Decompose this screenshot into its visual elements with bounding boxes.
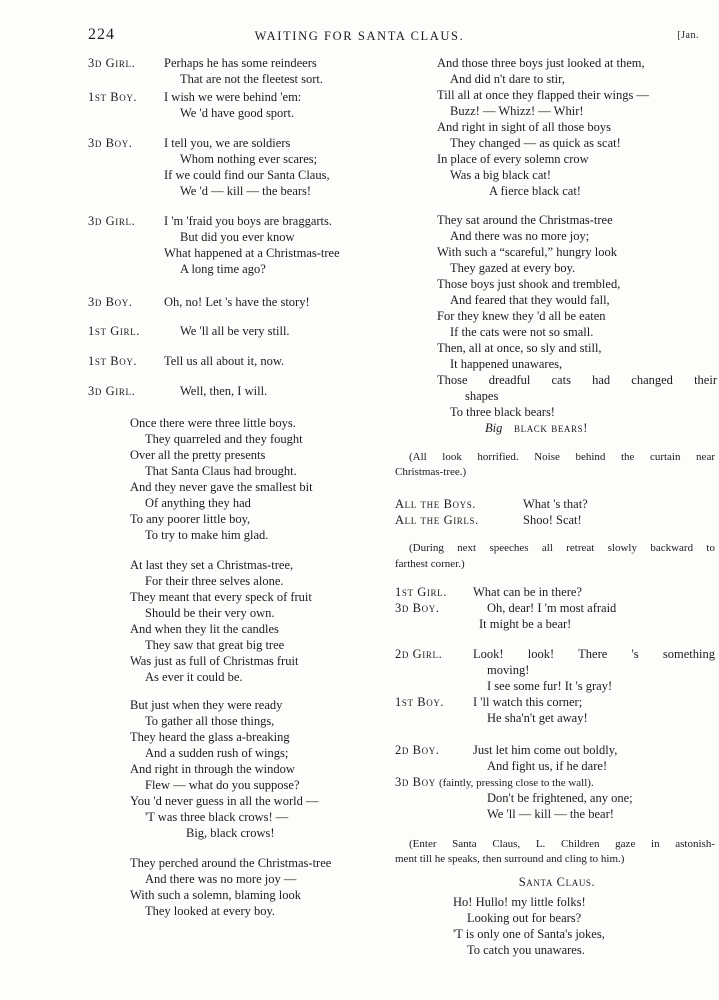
poem-line: To try to make him glad.	[145, 528, 269, 542]
stage-direction: Christmas-tree.)	[395, 466, 467, 478]
speaker-label: 3d Girl.	[88, 214, 136, 228]
poem-line: For their three selves alone.	[145, 574, 284, 588]
poem-line: Big, black crows!	[186, 826, 275, 840]
speaker-label: 1st Girl.	[88, 324, 140, 338]
speaker-label: 3d Girl.	[88, 384, 136, 398]
poem-line: In place of every solemn crow	[437, 152, 589, 166]
poem-line: That Santa Claus had brought.	[145, 464, 297, 478]
poem-line: Those boys just shook and trembled,	[437, 277, 621, 291]
poem-line: Should be their very own.	[145, 606, 275, 620]
dialogue-line: moving!	[487, 663, 530, 677]
dialogue-line: What happened at a Christmas-tree	[164, 246, 340, 260]
speaker-heading: Santa Claus.	[518, 875, 596, 889]
dialogue-line: And fight us, if he dare!	[487, 759, 608, 773]
poem-line: It happened unawares,	[450, 357, 563, 371]
dialogue-line: Oh, no! Let 's have the story!	[164, 295, 310, 309]
poem-line: And a sudden rush of wings;	[145, 746, 289, 760]
poem-line: With such a solemn, blaming look	[130, 888, 302, 902]
poem-line: And right in through the window	[130, 762, 295, 776]
poem-line: 'T was three black crows! —	[145, 810, 289, 824]
poem-line: They perched around the Christmas-tree	[130, 856, 332, 870]
speaker-label: All the Girls.	[395, 513, 479, 527]
poem-line: And when they lit the candles	[130, 622, 279, 636]
poem-line: Over all the pretty presents	[130, 448, 266, 462]
poem-line: And those three boys just looked at them,	[437, 56, 645, 70]
dialogue-line: I tell you, we are soldiers	[164, 136, 291, 150]
dialogue-line: Tell us all about it, now.	[164, 354, 285, 368]
poem-line: They sat around the Christmas-tree	[437, 213, 613, 227]
poem-line: They gazed at every boy.	[450, 261, 576, 275]
poem-line: With such a “scareful,” hungry look	[437, 245, 617, 259]
dialogue-line: We 'd have good sport.	[180, 106, 295, 120]
poem-line: And there was no more joy;	[450, 229, 590, 243]
poem-line: And feared that they would fall,	[450, 293, 610, 307]
speaker-label: 3d Boy	[395, 775, 436, 789]
dialogue-line: I 'll watch this corner;	[473, 695, 583, 709]
speaker-label: 1st Boy.	[88, 90, 138, 104]
poem-line: They heard the glass a-breaking	[130, 730, 290, 744]
poem-line: shapes	[465, 389, 499, 403]
dialogue-line: We 'll — kill — the bear!	[487, 807, 614, 821]
dialogue-line: Just let him come out boldly,	[473, 743, 618, 757]
poem-line: Buzz! — Whizz! — Whir!	[450, 104, 584, 118]
speaker-label: 1st Boy.	[395, 695, 445, 709]
dialogue-line: If we could find our Santa Claus,	[164, 168, 330, 182]
dialogue-line: A long time ago?	[180, 262, 266, 276]
poem-line: They meant that every speck of fruit	[130, 590, 312, 604]
dialogue-line: It might be a bear!	[479, 617, 572, 631]
dialogue-line: Well, then, I will.	[180, 384, 268, 398]
dialogue-line: Ho! Hullo! my little folks!	[453, 895, 586, 909]
dialogue-line: Shoo! Scat!	[523, 513, 582, 527]
poem-line: But just when they were ready	[130, 698, 283, 712]
stage-direction: farthest corner.)	[395, 558, 465, 570]
dialogue-line: What can be in there?	[473, 585, 582, 599]
poem-line: They looked at every boy.	[145, 904, 276, 918]
poem-line: At last they set a Christmas-tree,	[130, 558, 294, 572]
speaker-label: 1st Girl.	[395, 585, 447, 599]
poem-line: Then, all at once, so sly and still,	[437, 341, 602, 355]
speaker-label: 2d Girl.	[395, 647, 443, 661]
poem-line: Flew — what do you suppose?	[145, 778, 300, 792]
dialogue-line: Look! look! There 's something	[473, 647, 715, 661]
stage-direction: (During next speeches all retreat slowly backward to	[409, 542, 715, 554]
speaker-label: 1st Boy.	[88, 354, 138, 368]
poem-line: Was a big black cat!	[450, 168, 552, 182]
poem-line: And did n't dare to stir,	[450, 72, 565, 86]
dialogue-line: We 'll all be very still.	[180, 324, 290, 338]
dialogue-line: I see some fur! It 's gray!	[487, 679, 613, 693]
stage-direction: ment till he speaks, then surround and cling to him.)	[395, 853, 625, 865]
speaker-label: 3d Boy.	[88, 136, 133, 150]
dialogue-line: I wish we were behind 'em:	[164, 90, 302, 104]
poem-line: To gather all those things,	[145, 714, 275, 728]
speaker-label: 3d Boy.	[88, 295, 133, 309]
poem-line: They changed — as quick as scat!	[450, 136, 621, 150]
poem-line: Till all at once they flapped their wings —	[437, 88, 649, 102]
running-title: WAITING FOR SANTA CLAUS.	[254, 29, 465, 43]
dialogue-line: That are not the fleetest sort.	[180, 72, 323, 86]
speaker-with-direction	[395, 774, 594, 791]
poem-line: To any poorer little boy,	[130, 512, 251, 526]
dialogue-line: I 'm 'fraid you boys are braggarts.	[164, 214, 332, 228]
poem-line: Was just as full of Christmas fruit	[130, 654, 299, 668]
poem-line: And they never gave the smallest bit	[130, 480, 313, 494]
dialogue-line: He sha'n't get away!	[487, 711, 588, 725]
dialogue-line: Oh, dear! I 'm most afraid	[487, 601, 617, 615]
poem-line: And there was no more joy —	[145, 872, 297, 886]
poem-line: They quarreled and they fought	[145, 432, 303, 446]
dialogue-line: Whom nothing ever scares;	[180, 152, 318, 166]
speaker-label: 3d Boy.	[395, 601, 440, 615]
dialogue-line: Don't be frightened, any one;	[487, 791, 633, 805]
poem-line: As ever it could be.	[145, 670, 243, 684]
poem-line: Those dreadful cats had changed their	[437, 373, 717, 387]
dialogue-line: Perhaps he has some reindeers	[164, 56, 317, 70]
poem-line: You 'd never guess in all the world —	[130, 794, 319, 808]
stage-direction: (All look horrified. Noise behind the curtain near	[409, 451, 715, 463]
speaker-label: 3d Girl.	[88, 56, 136, 70]
poem-line: Once there were three little boys.	[130, 416, 296, 430]
poem-line: To three black bears!	[450, 405, 555, 419]
speaker-label: 2d Boy.	[395, 743, 440, 757]
dialogue-line: What 's that?	[523, 497, 588, 511]
poem-line: black bears!	[514, 421, 588, 435]
dialogue-line: Looking out for bears?	[467, 911, 582, 925]
dialogue-line: We 'd — kill — the bears!	[180, 184, 312, 198]
dialogue-line: 'T is only one of Santa's jokes,	[453, 927, 605, 941]
dialogue-line: But did you ever know	[180, 230, 295, 244]
issue-month: [Jan.	[677, 30, 699, 41]
page-header	[0, 26, 719, 46]
stage-direction: (Enter Santa Claus, L. Children gaze in astonish-	[409, 838, 715, 850]
speaker-label: All the Boys.	[395, 497, 477, 511]
poem-line: A fierce black cat!	[489, 184, 581, 198]
poem-line: They saw that great big tree	[145, 638, 285, 652]
poem-line: If the cats were not so small.	[450, 325, 594, 339]
poem-line: And right in sight of all those boys	[437, 120, 611, 134]
poem-line: Big	[485, 421, 503, 435]
poem-line: For they knew they 'd all be eaten	[437, 309, 606, 323]
page-number: 224	[88, 26, 115, 43]
dialogue-line: To catch you unawares.	[467, 943, 585, 957]
poem-line: Of anything they had	[145, 496, 251, 510]
stage-direction: (faintly, pressing close to the wall).	[438, 777, 594, 789]
